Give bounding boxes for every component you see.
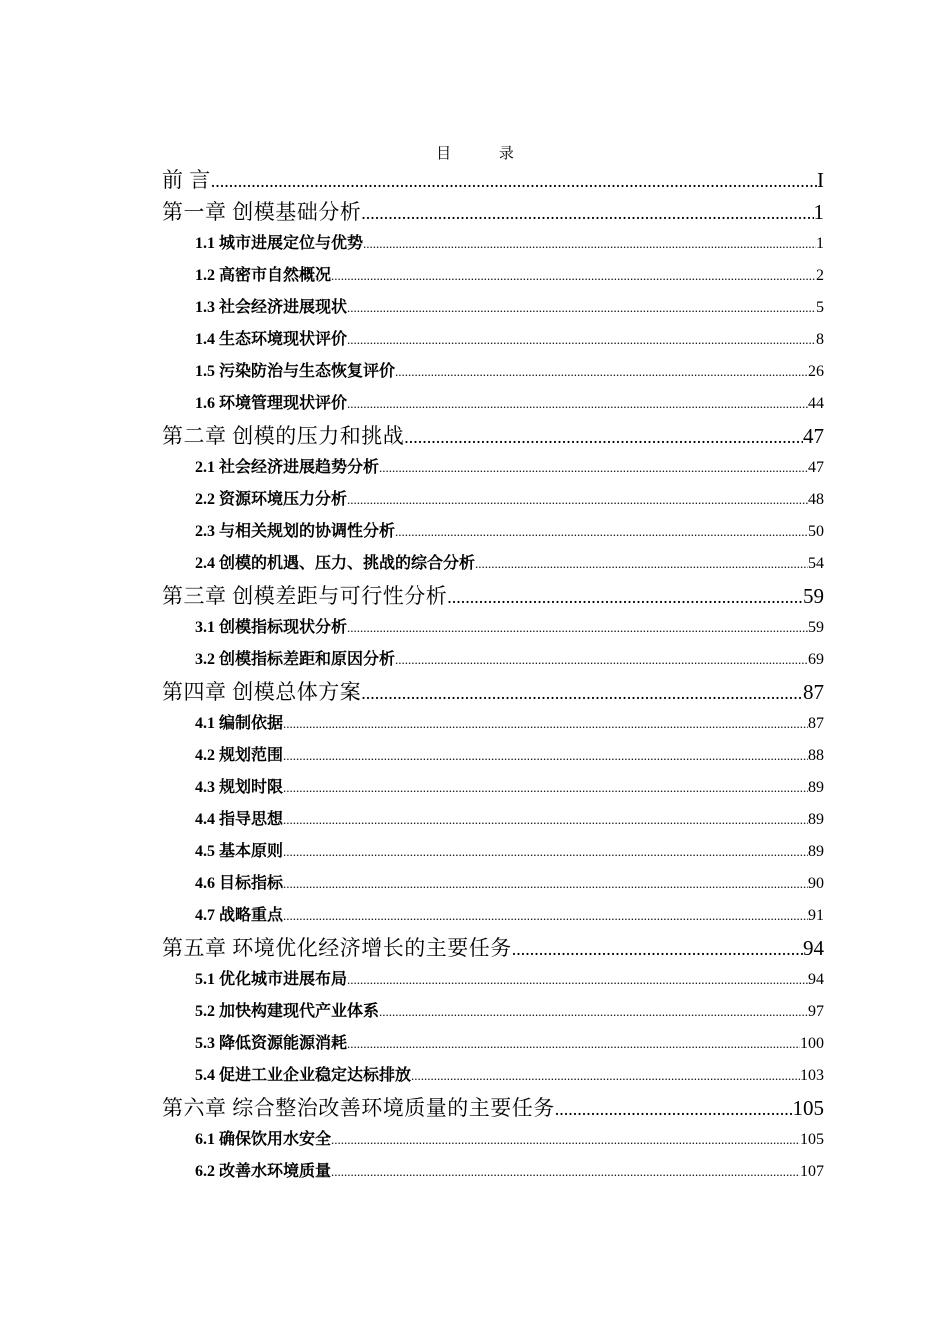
toc-page-number: 90 (808, 875, 824, 892)
toc-entry-label: 3.2 创模指标差距和原因分析 (195, 651, 396, 668)
toc-section-entry[interactable] (162, 964, 824, 996)
toc-dot-leader (331, 1124, 800, 1156)
toc-entry-label: 第六章 综合整治改善环境质量的主要任务 (162, 1096, 555, 1120)
toc-section-entry[interactable] (162, 1124, 824, 1156)
toc-page-number: 89 (808, 811, 824, 828)
toc-chapter-entry[interactable] (162, 580, 824, 612)
toc-dot-leader (283, 900, 808, 932)
toc-entry-label: 4.3 规划时限 (195, 779, 284, 796)
toc-section-entry[interactable] (162, 612, 824, 644)
toc-entry-label: 前 言 (162, 168, 211, 192)
toc-page-number: 89 (808, 843, 824, 860)
toc-page-number: 1 (816, 235, 824, 252)
toc-entry-label: 2.2 资源环境压力分析 (195, 491, 348, 508)
toc-chapter-entry[interactable] (162, 1092, 824, 1124)
toc-page-number: 94 (803, 936, 824, 960)
toc-entry-label: 4.7 战略重点 (195, 907, 284, 924)
toc-page-number: 44 (808, 395, 824, 412)
toc-section-entry[interactable] (162, 1156, 824, 1188)
toc-section-entry[interactable] (162, 804, 824, 836)
toc-entry-label: 4.6 目标指标 (195, 875, 284, 892)
toc-dot-leader (411, 1060, 800, 1092)
toc-page-number: 48 (808, 491, 824, 508)
toc-page-number: 5 (816, 299, 824, 316)
toc-page-number: 59 (803, 584, 824, 608)
toc-dot-leader (283, 708, 808, 740)
toc-dot-leader (283, 804, 808, 836)
toc-dot-leader (361, 197, 813, 228)
toc-page-number: 103 (800, 1067, 824, 1084)
toc-page-number: 94 (808, 971, 824, 988)
toc-entry-label: 3.1 创模指标现状分析 (195, 619, 348, 636)
toc-section-entry[interactable] (162, 324, 824, 356)
toc-page-number: 47 (803, 424, 824, 448)
toc-dot-leader (347, 324, 816, 356)
toc-entry-label: 6.1 确保饮用水安全 (195, 1131, 332, 1148)
toc-section-entry[interactable] (162, 868, 824, 900)
toc-entry-label: 4.5 基本原则 (195, 843, 284, 860)
toc-page-number: 87 (808, 715, 824, 732)
toc-entry-label: 4.2 规划范围 (195, 747, 284, 764)
toc-entry-label: 第五章 环境优化经济增长的主要任务 (162, 936, 512, 960)
toc-page-number: 87 (803, 680, 824, 704)
toc-page-number: 8 (816, 331, 824, 348)
toc-entry-label: 2.1 社会经济进展趋势分析 (195, 459, 380, 476)
toc-chapter-entry[interactable] (162, 420, 824, 452)
toc-dot-leader (363, 228, 816, 260)
toc-dot-leader (347, 292, 816, 324)
toc-section-entry[interactable] (162, 516, 824, 548)
toc-dot-leader (512, 933, 803, 964)
toc-dot-leader (395, 516, 808, 548)
toc-dot-leader (379, 996, 808, 1028)
toc-entry-label: 1.1 城市进展定位与优势 (195, 235, 364, 252)
toc-page-number: 50 (808, 523, 824, 540)
toc-dot-leader (447, 581, 803, 612)
toc-dot-leader (283, 772, 808, 804)
toc-entry-label: 5.3 降低资源能源消耗 (195, 1035, 348, 1052)
toc-section-entry[interactable] (162, 356, 824, 388)
toc-section-entry[interactable] (162, 484, 824, 516)
toc-section-entry[interactable] (162, 388, 824, 420)
toc-section-entry[interactable] (162, 740, 824, 772)
toc-entry-label: 5.4 促进工业企业稳定达标排放 (195, 1067, 412, 1084)
toc-dot-leader (475, 548, 808, 580)
toc-dot-leader (283, 868, 808, 900)
toc-dot-leader (347, 388, 808, 420)
toc-dot-leader (361, 677, 803, 708)
toc-entry-label: 第二章 创模的压力和挑战 (162, 424, 405, 448)
toc-section-entry[interactable] (162, 644, 824, 676)
toc-page-number: 47 (808, 459, 824, 476)
toc-dot-leader (283, 836, 808, 868)
toc-dot-leader (331, 1156, 800, 1188)
toc-page-number: 91 (808, 907, 824, 924)
toc-page-number: 69 (808, 651, 824, 668)
toc-section-entry[interactable] (162, 900, 824, 932)
toc-dot-leader (379, 452, 808, 484)
toc-section-entry[interactable] (162, 996, 824, 1028)
toc-section-entry[interactable] (162, 708, 824, 740)
toc-dot-leader (395, 356, 808, 388)
toc-section-entry[interactable] (162, 836, 824, 868)
toc-page-number: 89 (808, 779, 824, 796)
toc-dot-leader (395, 644, 808, 676)
toc-section-entry[interactable] (162, 1028, 824, 1060)
toc-page-number: 88 (808, 747, 824, 764)
toc-entry-label: 2.3 与相关规划的协调性分析 (195, 523, 396, 540)
toc-entry-label: 1.3 社会经济进展现状 (195, 299, 348, 316)
toc-dot-leader (555, 1093, 793, 1124)
toc-chapter-entry[interactable] (162, 196, 824, 228)
toc-dot-leader (347, 1028, 800, 1060)
toc-dot-leader (283, 740, 808, 772)
toc-page-number: 54 (808, 555, 824, 572)
toc-section-entry[interactable] (162, 1060, 824, 1092)
toc-chapter-entry[interactable] (162, 676, 824, 708)
toc-entry-label: 5.1 优化城市进展布局 (195, 971, 348, 988)
toc-entry-label: 5.2 加快构建现代产业体系 (195, 1003, 380, 1020)
toc-section-entry[interactable] (162, 228, 824, 260)
toc-page-number: I (817, 168, 824, 192)
toc-dot-leader (347, 612, 808, 644)
toc-title: 目 录 (436, 146, 536, 162)
toc-entry-label: 1.4 生态环境现状评价 (195, 331, 348, 348)
toc-chapter-entry[interactable] (162, 164, 824, 196)
toc-page-number: 59 (808, 619, 824, 636)
toc-page-number: 100 (800, 1035, 824, 1052)
toc-entry-label: 4.1 编制依据 (195, 715, 284, 732)
toc-dot-leader (404, 421, 803, 452)
toc-entry-label: 6.2 改善水环境质量 (195, 1163, 332, 1180)
toc-chapter-entry[interactable] (162, 932, 824, 964)
toc-dot-leader (347, 964, 808, 996)
toc-page-number: 2 (816, 267, 824, 284)
toc-section-entry[interactable] (162, 548, 824, 580)
toc-page-number: 105 (800, 1131, 824, 1148)
toc-entry-label: 1.2 高密市自然概况 (195, 267, 332, 284)
toc-dot-leader (211, 165, 817, 196)
toc-dot-leader (347, 484, 808, 516)
toc-section-entry[interactable] (162, 260, 824, 292)
toc-page-number: 97 (808, 1003, 824, 1020)
toc-page-number: 105 (792, 1096, 824, 1120)
toc-entry-label: 1.5 污染防治与生态恢复评价 (195, 363, 396, 380)
toc-section-entry[interactable] (162, 452, 824, 484)
toc-entry-label: 4.4 指导思想 (195, 811, 284, 828)
toc-page-number: 107 (800, 1163, 824, 1180)
toc-entry-label: 第三章 创模差距与可行性分析 (162, 584, 448, 608)
toc-entry-label: 第四章 创模总体方案 (162, 680, 362, 704)
toc-entry-label: 2.4 创模的机遇、压力、挑战的综合分析 (195, 555, 476, 572)
toc-page-number: 26 (808, 363, 824, 380)
toc-section-entry[interactable] (162, 292, 824, 324)
toc-section-entry[interactable] (162, 772, 824, 804)
toc-dot-leader (331, 260, 816, 292)
toc-entry-label: 1.6 环境管理现状评价 (195, 395, 348, 412)
toc-page-number: 1 (813, 200, 824, 224)
toc-entry-label: 第一章 创模基础分析 (162, 200, 362, 224)
toc-list (162, 164, 824, 1188)
